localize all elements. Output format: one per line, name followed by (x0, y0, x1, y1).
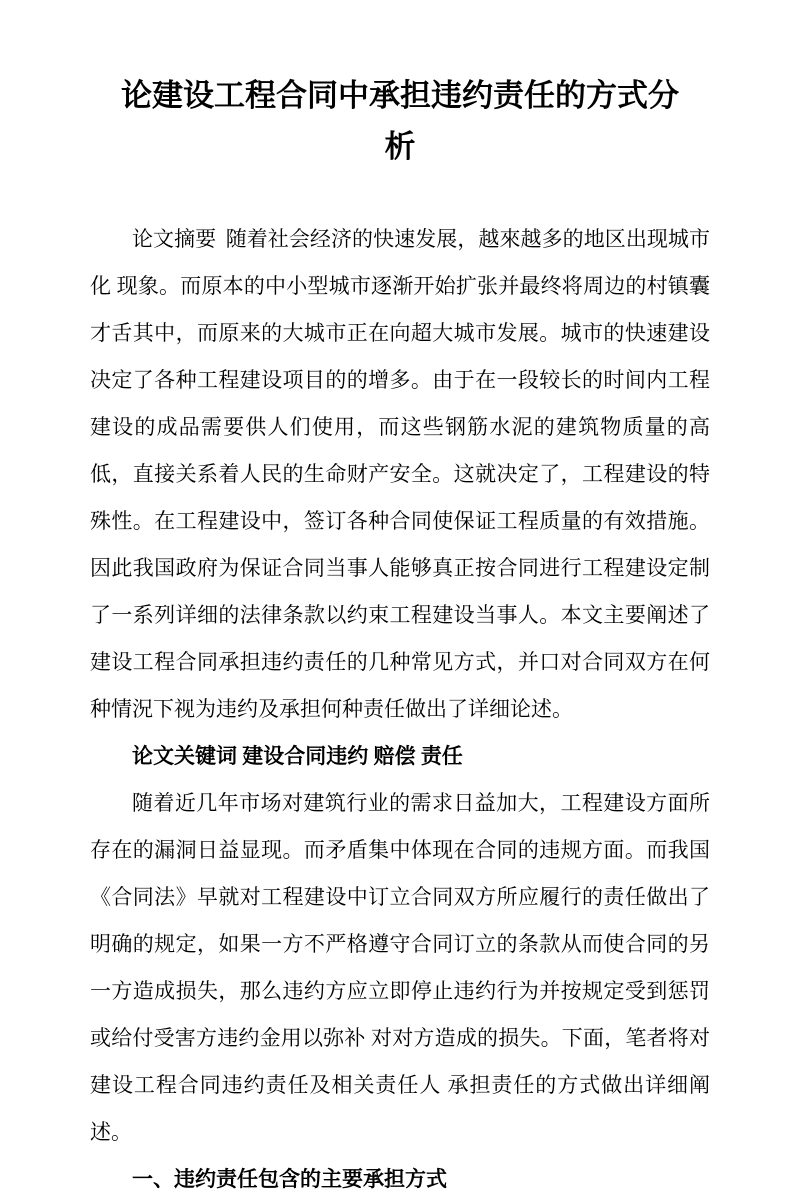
paragraph-abstract (90, 216, 710, 733)
document-title: 论建设工程合同中承担违约责任的方式分析 (121, 78, 679, 165)
abstract-text: 随着社会经济的快速发展，越來越多的地区出现城市化 现象。而原本的中小型城市逐渐开始扩张并最终将周边的村镇囊才舌其中，而原来的大城市正在向超大城市发展。城市的快速建设决定了各种工程建设项目的的增多。由于在一段较长的时间内工程建设的成品需要供人们使用，而这些钢筋水泥的建筑物质量的高低，直接关系着人民的生命财产安全。这就决定了，工程建设的特殊性。在工程建设中，签订各种合同使保证工程质量的有效措施。因此我国政府为保证合同当事人能够真正按合同进行工程建设定制了一系列详细的法律条款以约束工程建设当事人。本文主要阐述了建设工程合同承担违约责任的几种常见方式，并口对合同双方在何种情況下视为违约及承担何种责任做出了详细论述。 (90, 227, 711, 722)
paragraph-keywords: 论文关键词 建设合同违约 赔偿 责任 (132, 744, 463, 769)
abstract-label: 论文摘要 (132, 227, 217, 252)
paragraph-intro: 随着近几年市场对建筑行业的需求日益加大，工程建设方面所存在的漏洞日益显现。而矛盾集中体现在合同的违规方面。而我国《合同法》早就对工程建设中订立合同双方所应履行的责任做出了明确的规定，如果一方不严格遵守合同订立的条款从而使合同的另一方造成损失，那么违约方应立即停止违约行为并按规定受到惩罚或给付受害方违约金用以弥补 对对方造成的损失。下面，笔者将对建设工程合同违约责任及相关责任人 承担责任的方式做出详细阐述。 (90, 791, 710, 1145)
section-heading: 一、违约责任包含的主要承担方式 (132, 1167, 447, 1192)
